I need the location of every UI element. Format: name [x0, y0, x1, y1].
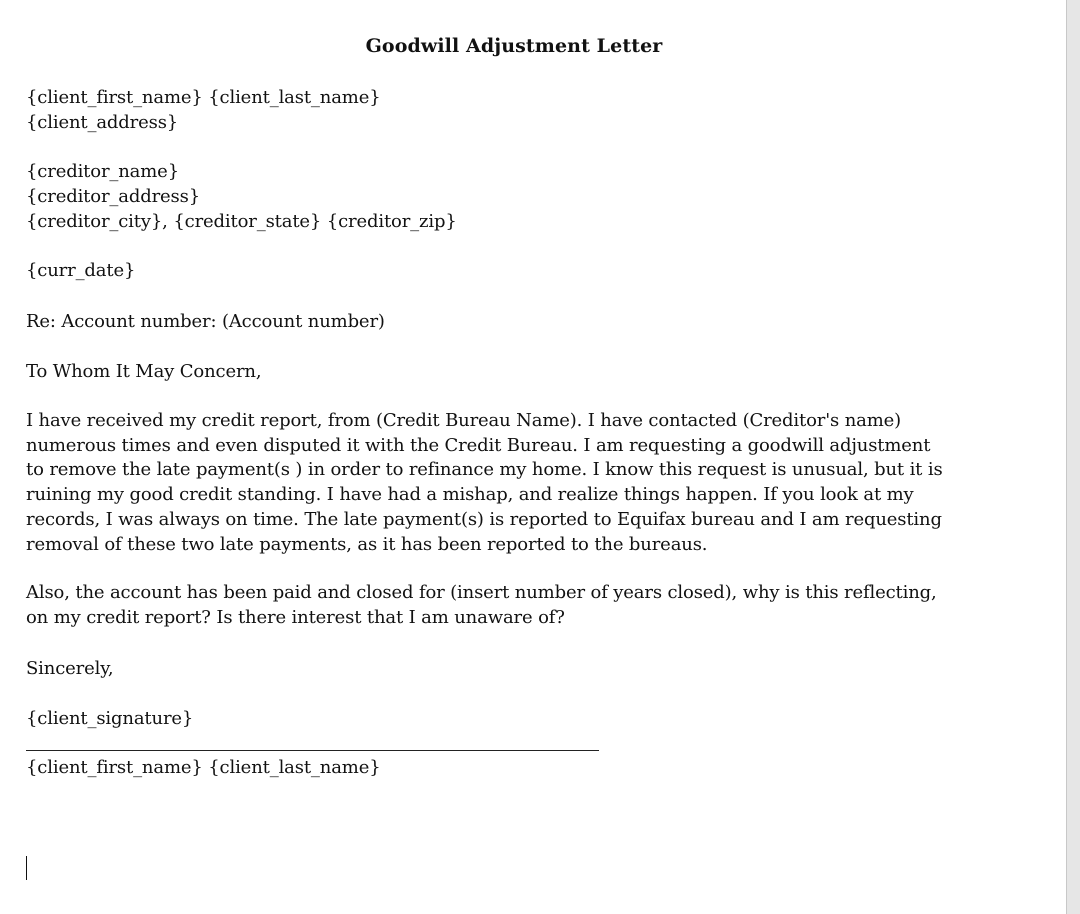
page-edge-gutter	[1066, 0, 1080, 914]
paragraph-line: to remove the late payment(s ) in order to refinance my home. I know this request is unusual, but it is	[26, 459, 943, 481]
re-account-line: Re: Account number: (Account number)	[26, 311, 385, 332]
closing-line: Sincerely,	[26, 658, 114, 679]
body-paragraph-2	[26, 581, 1026, 630]
paragraph-line: I have received my credit report, from (Credit Bureau Name). I have contacted (Creditor's name)	[26, 410, 902, 431]
salutation-line: To Whom It May Concern,	[26, 361, 262, 382]
creditor-name-line: {creditor_name}	[26, 161, 179, 182]
document-title: Goodwill Adjustment Letter	[365, 35, 663, 57]
paragraph-line: numerous times and even disputed it with the Credit Bureau. I am requesting a goodwill adjustment	[26, 434, 931, 456]
signature-name-line: {client_first_name} {client_last_name}	[26, 757, 381, 778]
paragraph-line: Also, the account has been paid and closed for (insert number of years closed), why is this reflecting,	[26, 582, 937, 603]
client-name-line: {client_first_name} {client_last_name}	[26, 87, 381, 108]
text-cursor	[26, 856, 27, 880]
signature-rule	[26, 750, 599, 751]
paragraph-line: removal of these two late payments, as it has been reported to the bureaus.	[26, 533, 708, 555]
paragraph-line: records, I was always on time. The late payment(s) is reported to Equifax bureau and I am requesting	[26, 508, 942, 530]
signature-placeholder: {client_signature}	[26, 708, 194, 729]
paragraph-line: ruining my good credit standing. I have had a mishap, and realize things happen. If you look at my	[26, 484, 914, 506]
client-address-line: {client_address}	[26, 112, 179, 133]
creditor-city-line: {creditor_city}, {creditor_state} {creditor_zip}	[26, 211, 457, 232]
date-line: {curr_date}	[26, 260, 136, 281]
body-paragraph-1	[26, 409, 1026, 557]
creditor-address-line: {creditor_address}	[26, 186, 201, 207]
paragraph-line: on my credit report? Is there interest that I am unaware of?	[26, 606, 565, 628]
